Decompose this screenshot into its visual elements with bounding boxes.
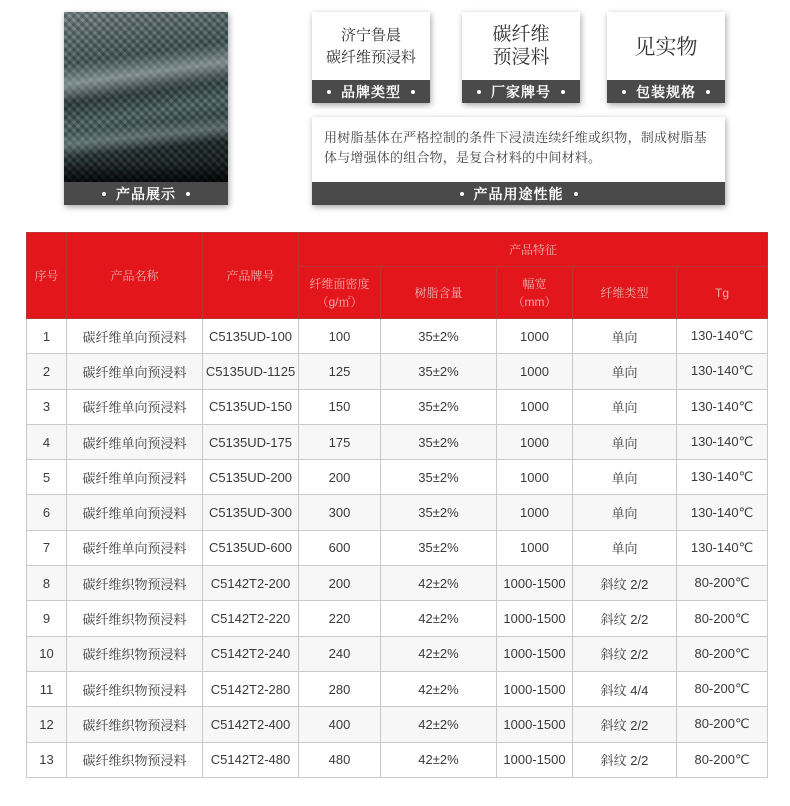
cell-index: 12 (27, 707, 67, 742)
brand-caption (312, 80, 430, 103)
factory-caption (462, 80, 580, 103)
table-row (27, 601, 768, 636)
cell-name: 碳纤维织物预浸料 (67, 707, 203, 742)
cell-resin: 35±2% (381, 319, 497, 354)
cell-density: 480 (299, 742, 381, 777)
pack-value: 见实物 (634, 35, 698, 59)
usage-caption (312, 182, 725, 205)
bullet-icon (574, 192, 578, 196)
cell-fiber-type: 斜纹 2/2 (573, 566, 677, 601)
cell-tg: 130-140℃ (677, 424, 768, 459)
table-row (27, 566, 768, 601)
table-row (27, 354, 768, 389)
photo-caption-text: 产品展示 (116, 186, 176, 203)
carbon-fiber-photo (64, 12, 228, 182)
bullet-icon (327, 90, 331, 94)
cell-fiber-type: 单向 (573, 354, 677, 389)
header-resin: 树脂含量 (381, 267, 497, 319)
table-row (27, 636, 768, 671)
cell-width: 1000 (497, 495, 573, 530)
cell-code: C5142T2-240 (203, 636, 299, 671)
cell-width: 1000 (497, 424, 573, 459)
cell-code: C5142T2-220 (203, 601, 299, 636)
cell-fiber-type: 单向 (573, 495, 677, 530)
cell-name: 碳纤维单向预浸料 (67, 354, 203, 389)
header-width-line2: （mm） (512, 294, 557, 309)
cell-density: 240 (299, 636, 381, 671)
cell-width: 1000-1500 (497, 742, 573, 777)
cell-fiber-type: 斜纹 2/2 (573, 707, 677, 742)
cell-density: 175 (299, 424, 381, 459)
cell-resin: 42±2% (381, 742, 497, 777)
table-row (27, 707, 768, 742)
cell-width: 1000 (497, 354, 573, 389)
cell-density: 300 (299, 495, 381, 530)
usage-caption-text: 产品用途性能 (473, 186, 564, 203)
cell-code: C5142T2-480 (203, 742, 299, 777)
cell-resin: 35±2% (381, 354, 497, 389)
cell-name: 碳纤维织物预浸料 (67, 566, 203, 601)
header-areal-density-line2: （g/㎡） (316, 294, 363, 309)
cell-index: 9 (27, 601, 67, 636)
cell-tg: 130-140℃ (677, 460, 768, 495)
table-row (27, 389, 768, 424)
cell-code: C5135UD-200 (203, 460, 299, 495)
cell-index: 2 (27, 354, 67, 389)
cell-name: 碳纤维织物预浸料 (67, 636, 203, 671)
cell-tg: 80-200℃ (677, 671, 768, 706)
cell-code: C5142T2-400 (203, 707, 299, 742)
cell-index: 8 (27, 566, 67, 601)
cell-density: 150 (299, 389, 381, 424)
brand-caption-text: 品牌类型 (341, 84, 401, 101)
cell-tg: 80-200℃ (677, 601, 768, 636)
usage-card (312, 117, 725, 205)
cell-width: 1000-1500 (497, 601, 573, 636)
spec-table (26, 232, 768, 778)
cell-code: C5135UD-1125 (203, 354, 299, 389)
header-code: 产品牌号 (203, 233, 299, 319)
cell-tg: 80-200℃ (677, 707, 768, 742)
cell-resin: 35±2% (381, 389, 497, 424)
header-fiber-type: 纤维类型 (573, 267, 677, 319)
cell-code: C5142T2-200 (203, 566, 299, 601)
cell-tg: 80-200℃ (677, 742, 768, 777)
spec-table-body (27, 319, 768, 778)
cell-density: 125 (299, 354, 381, 389)
cell-tg: 80-200℃ (677, 566, 768, 601)
header-tg: Tg (677, 267, 768, 319)
cell-tg: 130-140℃ (677, 319, 768, 354)
bullet-icon (622, 90, 626, 94)
cell-name: 碳纤维单向预浸料 (67, 530, 203, 565)
bullet-icon (561, 90, 565, 94)
cell-code: C5135UD-100 (203, 319, 299, 354)
brand-value-line2: 碳纤维预浸料 (325, 48, 416, 66)
factory-caption-text: 厂家牌号 (491, 84, 551, 101)
cell-resin: 42±2% (381, 636, 497, 671)
bullet-icon (186, 192, 190, 196)
cell-width: 1000 (497, 389, 573, 424)
cell-index: 10 (27, 636, 67, 671)
cell-fiber-type: 单向 (573, 530, 677, 565)
cell-resin: 35±2% (381, 424, 497, 459)
cell-index: 7 (27, 530, 67, 565)
cell-index: 6 (27, 495, 67, 530)
cell-index: 1 (27, 319, 67, 354)
cell-index: 3 (27, 389, 67, 424)
cell-tg: 130-140℃ (677, 354, 768, 389)
cell-width: 1000 (497, 530, 573, 565)
header-index: 序号 (27, 233, 67, 319)
factory-value-line1: 碳纤维 (492, 23, 550, 45)
cell-density: 280 (299, 671, 381, 706)
cell-index: 11 (27, 671, 67, 706)
cell-density: 100 (299, 319, 381, 354)
cell-fiber-type: 单向 (573, 424, 677, 459)
bullet-icon (411, 90, 415, 94)
cell-width: 1000 (497, 460, 573, 495)
cell-width: 1000 (497, 319, 573, 354)
cell-name: 碳纤维单向预浸料 (67, 460, 203, 495)
cell-name: 碳纤维织物预浸料 (67, 671, 203, 706)
table-row (27, 424, 768, 459)
cell-fiber-type: 斜纹 2/2 (573, 742, 677, 777)
product-photo-card (64, 12, 228, 205)
cell-fiber-type: 单向 (573, 319, 677, 354)
cell-code: C5135UD-150 (203, 389, 299, 424)
cell-name: 碳纤维单向预浸料 (67, 424, 203, 459)
cell-index: 4 (27, 424, 67, 459)
table-row (27, 671, 768, 706)
cell-resin: 42±2% (381, 566, 497, 601)
table-row (27, 742, 768, 777)
cell-name: 碳纤维织物预浸料 (67, 742, 203, 777)
cell-resin: 42±2% (381, 601, 497, 636)
cell-code: C5142T2-280 (203, 671, 299, 706)
brand-value (312, 12, 430, 80)
factory-value-line2: 预浸料 (492, 46, 550, 68)
header-width (497, 267, 573, 319)
usage-description: 用树脂基体在严格控制的条件下浸渍连续纤维或织物，制成树脂基体与增强体的组合物，是复合材料的中间材料。 (324, 131, 707, 166)
table-row (27, 319, 768, 354)
cell-tg: 130-140℃ (677, 495, 768, 530)
cell-resin: 42±2% (381, 671, 497, 706)
header-width-line1: 幅宽 (522, 276, 547, 291)
cell-code: C5135UD-300 (203, 495, 299, 530)
cell-resin: 42±2% (381, 707, 497, 742)
cell-width: 1000-1500 (497, 636, 573, 671)
cell-tg: 80-200℃ (677, 636, 768, 671)
header-name: 产品名称 (67, 233, 203, 319)
header-areal-density-line1: 纤维面密度 (309, 276, 370, 291)
cell-index: 13 (27, 742, 67, 777)
cell-width: 1000-1500 (497, 707, 573, 742)
bullet-icon (102, 192, 106, 196)
cell-tg: 130-140℃ (677, 530, 768, 565)
cell-resin: 35±2% (381, 495, 497, 530)
pack-caption (607, 80, 725, 103)
cell-fiber-type: 单向 (573, 389, 677, 424)
packaging-card (607, 12, 725, 103)
cell-density: 200 (299, 566, 381, 601)
cell-resin: 35±2% (381, 530, 497, 565)
cell-tg: 130-140℃ (677, 389, 768, 424)
cell-name: 碳纤维单向预浸料 (67, 495, 203, 530)
header-areal-density (299, 267, 381, 319)
cell-width: 1000-1500 (497, 566, 573, 601)
cell-fiber-type: 斜纹 2/2 (573, 601, 677, 636)
cell-density: 220 (299, 601, 381, 636)
cell-index: 5 (27, 460, 67, 495)
bullet-icon (706, 90, 710, 94)
cell-name: 碳纤维单向预浸料 (67, 389, 203, 424)
cell-density: 600 (299, 530, 381, 565)
bullet-icon (460, 192, 464, 196)
cell-name: 碳纤维单向预浸料 (67, 319, 203, 354)
cell-fiber-type: 斜纹 4/4 (573, 671, 677, 706)
photo-caption (64, 182, 228, 205)
factory-value (462, 12, 580, 80)
table-row (27, 460, 768, 495)
factory-code-card (462, 12, 580, 103)
brand-card (312, 12, 430, 103)
cell-density: 400 (299, 707, 381, 742)
table-row (27, 530, 768, 565)
bullet-icon (477, 90, 481, 94)
cell-code: C5135UD-175 (203, 424, 299, 459)
cell-resin: 35±2% (381, 460, 497, 495)
cell-code: C5135UD-600 (203, 530, 299, 565)
table-row (27, 495, 768, 530)
cell-fiber-type: 单向 (573, 460, 677, 495)
cell-name: 碳纤维织物预浸料 (67, 601, 203, 636)
brand-value-line1: 济宁鲁晨 (340, 26, 401, 44)
cell-density: 200 (299, 460, 381, 495)
cell-width: 1000-1500 (497, 671, 573, 706)
pack-caption-text: 包装规格 (636, 84, 696, 101)
header-features: 产品特征 (299, 233, 768, 267)
cell-fiber-type: 斜纹 2/2 (573, 636, 677, 671)
